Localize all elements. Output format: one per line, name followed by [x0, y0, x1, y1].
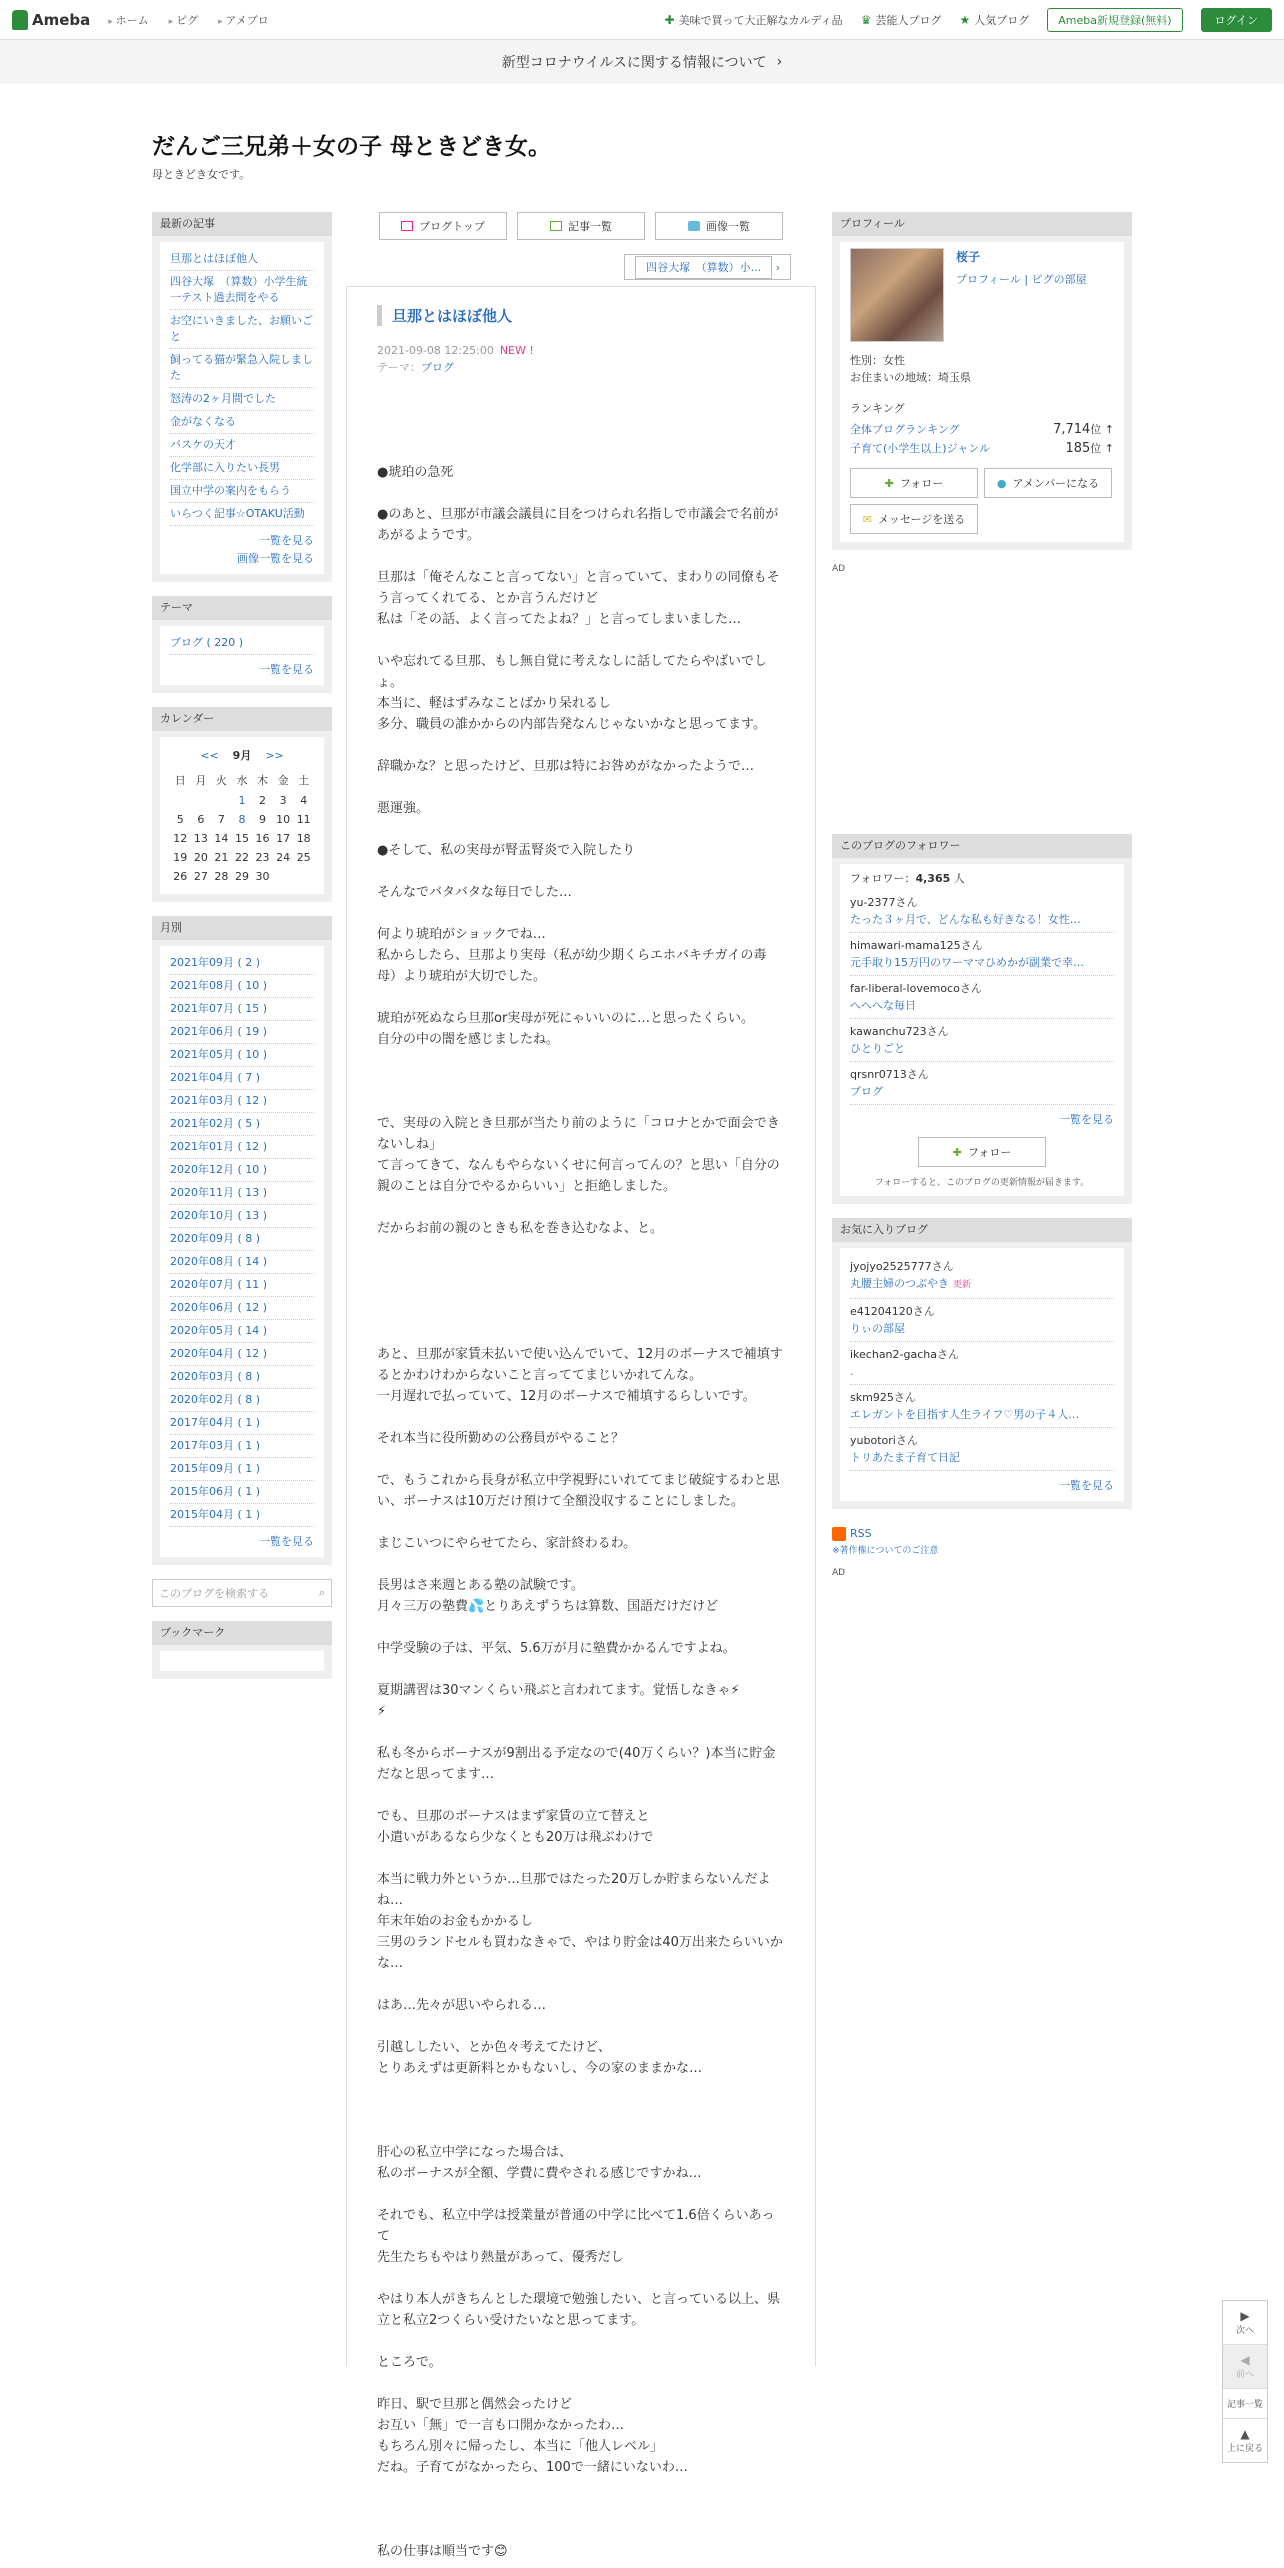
up-icon: ▲ [1240, 2427, 1250, 2441]
search-icon[interactable]: ⌕ [318, 1586, 325, 1599]
top-nav [108, 12, 269, 28]
star-icon: ★ [959, 12, 971, 27]
monthly-archive-link[interactable]: 2021年09月 ( 2 ) [170, 952, 314, 975]
monthly-archive-link[interactable]: 2020年08月 ( 14 ) [170, 1251, 314, 1274]
latest-header: 最新の記事 [152, 212, 332, 236]
calendar-day: 7 [217, 813, 225, 826]
monthly-archive-link[interactable]: 2020年05月 ( 14 ) [170, 1320, 314, 1343]
calendar-weekday: 土 [298, 774, 310, 787]
article-paragraph: それ本当に役所勤めの公務員がやること？ [377, 1431, 625, 1446]
calendar-header: カレンダー [152, 707, 332, 731]
profile-header: プロフィール [832, 212, 1132, 236]
calendar-weekday: 火 [215, 774, 227, 787]
home-icon [401, 221, 413, 231]
follower-item[interactable] [850, 890, 1114, 933]
article-paragraph: だからお前の親のときも私を巻き込むなよ、と。 [377, 1221, 664, 1236]
next-button[interactable]: ▶ 次へ [1223, 2301, 1267, 2345]
blog-description: 母ときどき女です。 [152, 168, 251, 181]
rss-link[interactable]: RSS [832, 1527, 1132, 1541]
update-badge: 更新 [953, 1280, 972, 1290]
rank-unit: 位 [1090, 423, 1102, 436]
back-icon: ◀ [1240, 2353, 1250, 2367]
article-paragraph: 悪運強。 [377, 801, 430, 816]
article-date: 2021-09-08 12:25:00 [377, 344, 494, 357]
rank-unit: 位 [1090, 442, 1102, 455]
back-to-top-button[interactable]: ▲ 上に戻る [1226, 2427, 1263, 2454]
latest-article-link[interactable]: 国立中学の案内をもらう [170, 480, 314, 503]
latest-article-link[interactable]: 旦那とはほぼ他人 [170, 248, 314, 271]
monthly-archive-link[interactable]: 2021年06月 ( 19 ) [170, 1021, 314, 1044]
calendar-weekday: 金 [277, 774, 289, 787]
follower-blog-link[interactable]: へへへな毎日 [850, 999, 916, 1012]
article-paragraph: 昨日、駅で旦那と偶然会ったけど お互い「無」で一言も口開かなかったわ… もちろん別々に帰ったし、本当に「他人レベル」 だね。子育てがなかったら、100で一緒にいないわ… [377, 2397, 688, 2475]
follower-blog-link[interactable]: たった３ヶ月で、どんな私も好きなる！女性… [850, 913, 1081, 926]
monthly-archive-link[interactable]: 2020年10月 ( 13 ) [170, 1205, 314, 1228]
article-paragraph: 長男はさ来週とある塾の試験です。 月々三万の塾費💦とりあえずうちは算数、国語だけだけど [377, 1578, 719, 1614]
calendar-table [170, 769, 314, 886]
calendar-day[interactable]: 8 [238, 813, 246, 826]
article-paragraph [377, 2499, 785, 2520]
favorites-header: お気に入りブログ [832, 1218, 1132, 1242]
ad-label-2: AD [832, 1568, 846, 1578]
calendar-day: 22 [234, 851, 249, 864]
calendar-day: 2 [259, 794, 267, 807]
profile-gender: 性別：女性 [850, 354, 905, 367]
favorite-user: yubotoriさん [850, 1434, 918, 1447]
bookmark-header: ブックマーク [152, 1621, 332, 1645]
calendar-day: 21 [214, 851, 229, 864]
article-paragraph [377, 1071, 785, 1092]
latest-article-link[interactable]: 金がなくなる [170, 411, 314, 434]
favorite-item[interactable] [850, 1428, 1114, 1471]
favorite-blog-name: エレガントを目指す人生ライフ♡男の子４人… [850, 1408, 1080, 1421]
monthly-archive-link[interactable]: 2020年11月 ( 13 ) [170, 1182, 314, 1205]
calendar-day: 13 [193, 832, 208, 845]
monthly-archive-link[interactable]: 2015年09月 ( 1 ) [170, 1458, 314, 1481]
article-paragraph: ●のあと、旦那が市議会議員に目をつけられ名指しで市議会で名前があがるようです。 [377, 507, 779, 543]
article-paragraph [377, 2100, 785, 2121]
latest-articles [152, 236, 332, 582]
favorite-blog-name: りぃの部屋 [850, 1322, 905, 1335]
article-paragraph: やはり本人がきちんとした環境で勉強したい、と言っている以上、県立と私立2つくらい受けたいなと思ってます。 [377, 2292, 781, 2328]
calendar-day: 29 [234, 870, 249, 883]
calendar-prev[interactable]: << [200, 749, 219, 762]
article-paragraph: で、実母の入院とき旦那が当たり前のように「コロナとかで面会できないしね」 て言ってきて、なんもやらないくせに何言ってんの？と思い「自分の親のことは自分でやるからいい」と拒絶しました。 [377, 1116, 780, 1194]
monthly-archive-link[interactable]: 2020年12月 ( 10 ) [170, 1159, 314, 1182]
follow-note: フォローすると、このブログの更新情報が届きます。 [874, 1178, 1090, 1188]
favorite-blog-name: . [850, 1365, 854, 1378]
favorite-user: ikechan2-gachaさん [850, 1348, 959, 1361]
monthly-archive-link[interactable]: 2017年03月 ( 1 ) [170, 1435, 314, 1458]
article-paragraph: でも、旦那のボーナスはまず家賃の立て替えと 小遣いがあるなら少なくとも20万は飛ぶわけで [377, 1809, 654, 1845]
calendar-day [211, 791, 232, 810]
favorite-blog-link[interactable] [850, 1363, 1114, 1380]
follower-item[interactable] [850, 933, 1114, 976]
latest-article-link[interactable]: 化学部に入りたい長男 [170, 457, 314, 480]
tab-article-list[interactable]: 記事一覧 [517, 212, 645, 240]
nav-ameblo[interactable]: ▸ アメブロ [218, 12, 269, 28]
latest-article-link[interactable]: お空にいきました、お願いごと [170, 310, 314, 349]
calendar-day[interactable]: 1 [238, 794, 246, 807]
monthly-archive-link[interactable]: 2021年03月 ( 12 ) [170, 1090, 314, 1113]
favorite-user: skm925さん [850, 1391, 916, 1404]
follower-user: qrsnr0713さん [850, 1068, 929, 1081]
follower-user: yu-2377さん [850, 896, 918, 909]
article-paragraph: ところで。 [377, 2355, 442, 2370]
latest-article-link[interactable]: 怒涛の2ヶ月間でした [170, 388, 314, 411]
tab-image-list[interactable]: 画像一覧 [655, 212, 783, 240]
rss-icon [832, 1527, 846, 1541]
calendar-day: 10 [276, 813, 291, 826]
calendar-day: 27 [193, 870, 208, 883]
rank-overall-value: 7,714 [1053, 422, 1091, 437]
monthly-archive-link[interactable]: 2020年03月 ( 8 ) [170, 1366, 314, 1389]
favorite-blog-link[interactable] [850, 1406, 1114, 1423]
nav-home[interactable]: ▸ ホーム [108, 12, 148, 28]
top-bar [0, 0, 1284, 40]
followers-count: 4,365 [915, 872, 951, 885]
avatar[interactable] [850, 248, 944, 342]
follower-user: kawanchu723さん [850, 1025, 949, 1038]
images-more-link[interactable]: 画像一覧を見る [237, 552, 314, 565]
amember-button[interactable]: ● アメンバーになる [984, 468, 1112, 498]
favorite-item[interactable] [850, 1254, 1114, 1299]
favorites-box [832, 1242, 1132, 1509]
ranking-label: ランキング [850, 402, 905, 415]
star-icon: ✚ [664, 12, 675, 27]
message-button[interactable]: ✉ メッセージを送る [850, 504, 978, 534]
calendar-day: 30 [255, 870, 270, 883]
latest-article-link[interactable]: バスケの天才 [170, 434, 314, 457]
document-icon [550, 221, 562, 231]
tab-blog-top[interactable]: ブログトップ [379, 212, 507, 240]
favorite-item[interactable] [850, 1299, 1114, 1342]
nav-pigg[interactable]: ▸ ピグ [169, 12, 198, 28]
plus-icon: ✚ [884, 476, 894, 490]
calendar-day: 24 [276, 851, 291, 864]
popular-blog-link[interactable]: ★ 人気ブログ [959, 12, 1030, 27]
calendar-day: 4 [300, 794, 308, 807]
article-paragraph [377, 1260, 785, 1281]
follow-button[interactable]: ✚ フォロー [850, 468, 978, 498]
follower-blog-link[interactable]: ひとりごと [850, 1042, 905, 1055]
latest-article-link[interactable]: 飼ってる猫が緊急入院しました [170, 349, 314, 388]
rank-overall-link[interactable]: 全体ブログランキング [850, 423, 960, 436]
left-sidebar [152, 212, 332, 1693]
calendar-day: 14 [214, 832, 229, 845]
monthly-archive-link[interactable]: 2021年01月 ( 12 ) [170, 1136, 314, 1159]
monthly-archive-link[interactable]: 2017年04月 ( 1 ) [170, 1412, 314, 1435]
followers-label: フォロワー： [850, 872, 916, 885]
article-title[interactable]: 旦那とはほぼ他人 [377, 305, 785, 326]
follower-item[interactable] [850, 1019, 1114, 1062]
article-paragraph: 引越ししたい、とか色々考えてたけど、 とりあえずは更新料とかもないし、今の家のままかな… [377, 2040, 703, 2076]
covid-notice[interactable]: 新型コロナウイルスに関する情報について › [0, 40, 1284, 84]
monthly-archive-link[interactable]: 2020年04月 ( 12 ) [170, 1343, 314, 1366]
theme-box [152, 620, 332, 693]
monthly-header: 月別 [152, 916, 332, 940]
calendar-day: 28 [214, 870, 229, 883]
monthly-box [152, 940, 332, 1565]
calendar-month: 9月 [232, 749, 252, 762]
follower-item[interactable] [850, 976, 1114, 1019]
latest-article-link[interactable]: 四谷大塚 （算数）小学生統一テスト過去問をやる [170, 271, 314, 310]
calendar-box [152, 731, 332, 902]
calendar-day: 20 [193, 851, 208, 864]
article-theme-link[interactable]: ブログ [421, 361, 454, 374]
ameba-logo-icon [12, 10, 28, 30]
calendar-day: 9 [259, 813, 267, 826]
monthly-archive-link[interactable]: 2021年07月 ( 15 ) [170, 998, 314, 1021]
article-paragraph [377, 1302, 785, 1323]
follower-blog-link[interactable]: ブログ [850, 1085, 883, 1098]
camera-icon [688, 221, 700, 231]
calendar-day: 16 [255, 832, 270, 845]
register-button[interactable]: Ameba新規登録(無料) [1047, 8, 1182, 32]
article-paragraph: 琥珀が死ぬなら旦那or実母が死にゃいいのに…と思ったくらい。 自分の中の闇を感じましたね。 [377, 1011, 755, 1047]
favorite-blog-link[interactable] [850, 1275, 1114, 1294]
theme-header: テーマ [152, 596, 332, 620]
amember-icon: ● [996, 476, 1007, 490]
article-paragraph: まじこいつにやらせてたら、家計終わるわ。 [377, 1536, 637, 1551]
next-article-button[interactable]: 四谷大塚 （算数）小... › [624, 254, 791, 280]
calendar-day: 25 [296, 851, 311, 864]
monthly-archive-link[interactable]: 2020年07月 ( 11 ) [170, 1274, 314, 1297]
calendar-day: 15 [234, 832, 249, 845]
article-paragraph: はあ…先々が思いやられる… [377, 1998, 547, 2013]
theme-more-link[interactable]: 一覧を見る [259, 663, 314, 676]
blog-title[interactable]: だんご三兄弟＋女の子 母ときどき女。 [152, 134, 552, 160]
bookmark-box [152, 1645, 332, 1679]
calendar-day: 11 [296, 813, 311, 826]
pigg-room-link[interactable]: ピグの部屋 [1031, 273, 1087, 286]
calendar-weekday: 日 [174, 774, 186, 787]
article-paragraph: 中学受験の子は、平気、5.6万が月に塾費かかるんですよね。 [377, 1641, 736, 1656]
calendar-next[interactable]: >> [265, 749, 284, 762]
theme-prefix: テーマ： [377, 361, 421, 374]
monthly-archive-link[interactable]: 2021年04月 ( 7 ) [170, 1067, 314, 1090]
article-paragraph: あと、旦那が家賃未払いで使い込んでいて、12月のボーナスで補填するとかわけわからないこと言っててまじいかれてんな。 一月遅れで払っていて、12月のボーナスで補填するらしいです。 [377, 1347, 783, 1404]
profile-link[interactable]: プロフィール [956, 273, 1021, 286]
favorite-blog-name: 丸腰主婦のつぶやき [850, 1277, 949, 1290]
article-paragraph: で、もうこれから長身が私立中学視野にいれててまじ破綻するわと思い、ボーナスは10万だけ預けて全額没収することにしました。 [377, 1473, 780, 1509]
ameba-logo[interactable]: Ameba [12, 10, 90, 30]
calendar-weekday: 水 [236, 774, 248, 787]
calendar-day: 26 [173, 870, 188, 883]
calendar-day [191, 791, 212, 810]
promo-link[interactable]: ✚ 美味で買って大正解なカルディ品 [664, 12, 843, 27]
monthly-archive-link[interactable]: 2020年09月 ( 8 ) [170, 1228, 314, 1251]
prev-button[interactable]: ◀ 前へ [1223, 2345, 1267, 2389]
monthly-archive-link[interactable]: 2015年06月 ( 1 ) [170, 1481, 314, 1504]
calendar-day: 19 [173, 851, 188, 864]
chevron-right-icon: › [776, 54, 783, 70]
article [346, 286, 816, 2559]
article-paragraph: それでも、私立中学は授業量が普通の中学に比べて1.6倍くらいあって 先生たちもやはり熱量があって、優秀だし [377, 2208, 775, 2265]
monthly-archive-link[interactable]: 2021年02月 ( 5 ) [170, 1113, 314, 1136]
follower-item[interactable] [850, 1062, 1114, 1105]
followers-header: このブログのフォロワー [832, 834, 1132, 858]
article-paragraph: ●そして、私の実母が腎盂腎炎で入院したり [377, 843, 636, 858]
calendar-day [170, 791, 191, 810]
crown-icon: ♛ [860, 12, 872, 27]
article-paragraph: 辞職かな？と思ったけど、旦那は特にお咎めがなかったようで… [377, 759, 755, 774]
envelope-icon: ✉ [862, 512, 872, 526]
calendar-day: 6 [197, 813, 205, 826]
followers-more-link[interactable]: 一覧を見る [1059, 1113, 1114, 1126]
article-paragraph: 肝心の私立中学になった場合は、 私のボーナスが全額、学費に費やされる感じですかね… [377, 2145, 702, 2181]
latest-more-link[interactable]: 一覧を見る [259, 534, 314, 547]
calendar-day: 3 [279, 794, 287, 807]
theme-link[interactable]: ブログ ( 220 ) [170, 632, 314, 655]
monthly-archive-link[interactable]: 2020年06月 ( 12 ) [170, 1297, 314, 1320]
calendar-day [273, 867, 294, 886]
new-badge: NEW ! [499, 344, 534, 357]
monthly-archive-link[interactable]: 2015年04月 ( 1 ) [170, 1504, 314, 1527]
plus-icon: ✚ [952, 1145, 962, 1159]
favorite-item[interactable] [850, 1385, 1114, 1428]
copyright-link[interactable]: ※著作権についてのご注意 [832, 1546, 939, 1556]
calendar-day [293, 867, 314, 886]
calendar-day: 23 [255, 851, 270, 864]
calendar-day: 12 [173, 832, 188, 845]
rank-genre-link[interactable]: 子育て(小学生以上)ジャンル [850, 442, 991, 455]
monthly-more-link[interactable]: 一覧を見る [259, 1535, 314, 1548]
favorite-user: jyojyo2525777さん [850, 1260, 954, 1273]
article-paragraph: ●琥珀の急死 [377, 465, 454, 480]
latest-article-link[interactable]: いらつく記事☆OTAKU活動 [170, 503, 314, 526]
calendar-weekday: 木 [257, 774, 269, 787]
ad-label: AD [832, 564, 846, 574]
article-paragraph: 何より琥珀がショックでね… 私からしたら、旦那より実母（私が幼少期くらエホバキチガイの毒母）より琥珀が大切でした。 [377, 927, 767, 984]
main-column [346, 212, 816, 2559]
play-icon: ▶ [1240, 2309, 1250, 2323]
followers-unit: 人 [953, 872, 965, 885]
article-paragraph: 私の仕事は順当です😊 [377, 2544, 508, 2559]
article-paragraph: 夏期講習は30マンくらい飛ぶと言われてます。覚悟しなきゃ⚡ ⚡ [377, 1683, 740, 1719]
follower-user: far-liberal-lovemocoさん [850, 982, 982, 995]
floating-nav [1222, 2300, 1268, 2463]
profile-box: 桜子 プロフィール | ピグの部屋 性別：女性 お住まいの地域：埼玉県 ランキング 全体ブログランキング 7,714位 ↑ 子育て(小学生以上)ジャンル 185位 ↑ ✚ フォロー ● アメンバーになる ✉ メッセージを送る [832, 236, 1132, 550]
favorite-blog-link[interactable] [850, 1320, 1114, 1337]
login-button[interactable]: ログイン [1201, 8, 1272, 32]
article-paragraph: 旦那は「俺そんなこと言ってない」と言っていて、まわりの同僚もそう言ってくれてる、とか言うんだけど 私は「その話、よく言ってたよね？」と言ってしまいました… [377, 570, 780, 627]
follower-blog-link[interactable]: 元手取り15万円のワーママひめかが副業で幸… [850, 956, 1084, 969]
blog-search-input[interactable]: このブログを検索する ⌕ [152, 1579, 332, 1607]
calendar-day: 17 [276, 832, 291, 845]
favorite-user: e41204120さん [850, 1305, 935, 1318]
rank-genre-value: 185 [1065, 441, 1091, 456]
favorite-blog-link[interactable] [850, 1449, 1114, 1466]
follow-button-2[interactable]: ✚ フォロー [918, 1137, 1046, 1167]
article-paragraph: そんなでバタバタな毎日でした… [377, 885, 572, 900]
celebrity-blog-link[interactable]: ♛ 芸能人ブログ [860, 12, 942, 27]
profile-location: お住まいの地域：埼玉県 [850, 371, 971, 384]
article-paragraph: 本当に戦力外というか…旦那ではたった20万しか貯まらないんだよね… 年末年始のお金もかかるし 三男のランドセルも買わなきゃで、やはり貯金は40万出来たらいいかな… [377, 1872, 783, 1971]
profile-name[interactable]: 桜子 [956, 250, 981, 264]
calendar-day: 5 [176, 813, 184, 826]
favorites-more-link[interactable]: 一覧を見る [1059, 1479, 1114, 1492]
calendar-day: 18 [296, 832, 311, 845]
article-list-button[interactable]: 記事一覧 [1223, 2389, 1267, 2419]
monthly-archive-link[interactable]: 2021年08月 ( 10 ) [170, 975, 314, 998]
calendar-weekday: 月 [195, 774, 207, 787]
followers-box [832, 858, 1132, 1204]
favorite-blog-name: トリあたま子育て日記 [850, 1451, 960, 1464]
article-paragraph: 私も冬からボーナスが9割出る予定なので(40万くらい？)本当に貯金だなと思ってます… [377, 1746, 776, 1782]
right-sidebar [832, 212, 1132, 1578]
article-paragraph: いや忘れてる旦那、もし無自覚に考えなしに話してたらやばいでしょ。 本当に、軽はずみなことばかり呆れるし 多分、職員の誰かからの内部告発なんじゃないかなと思ってます。 [377, 654, 768, 732]
favorite-item[interactable] [850, 1342, 1114, 1385]
monthly-archive-link[interactable]: 2020年02月 ( 8 ) [170, 1389, 314, 1412]
monthly-archive-link[interactable]: 2021年05月 ( 10 ) [170, 1044, 314, 1067]
article-body [377, 462, 785, 2562]
follower-user: himawari-mama125さん [850, 939, 983, 952]
